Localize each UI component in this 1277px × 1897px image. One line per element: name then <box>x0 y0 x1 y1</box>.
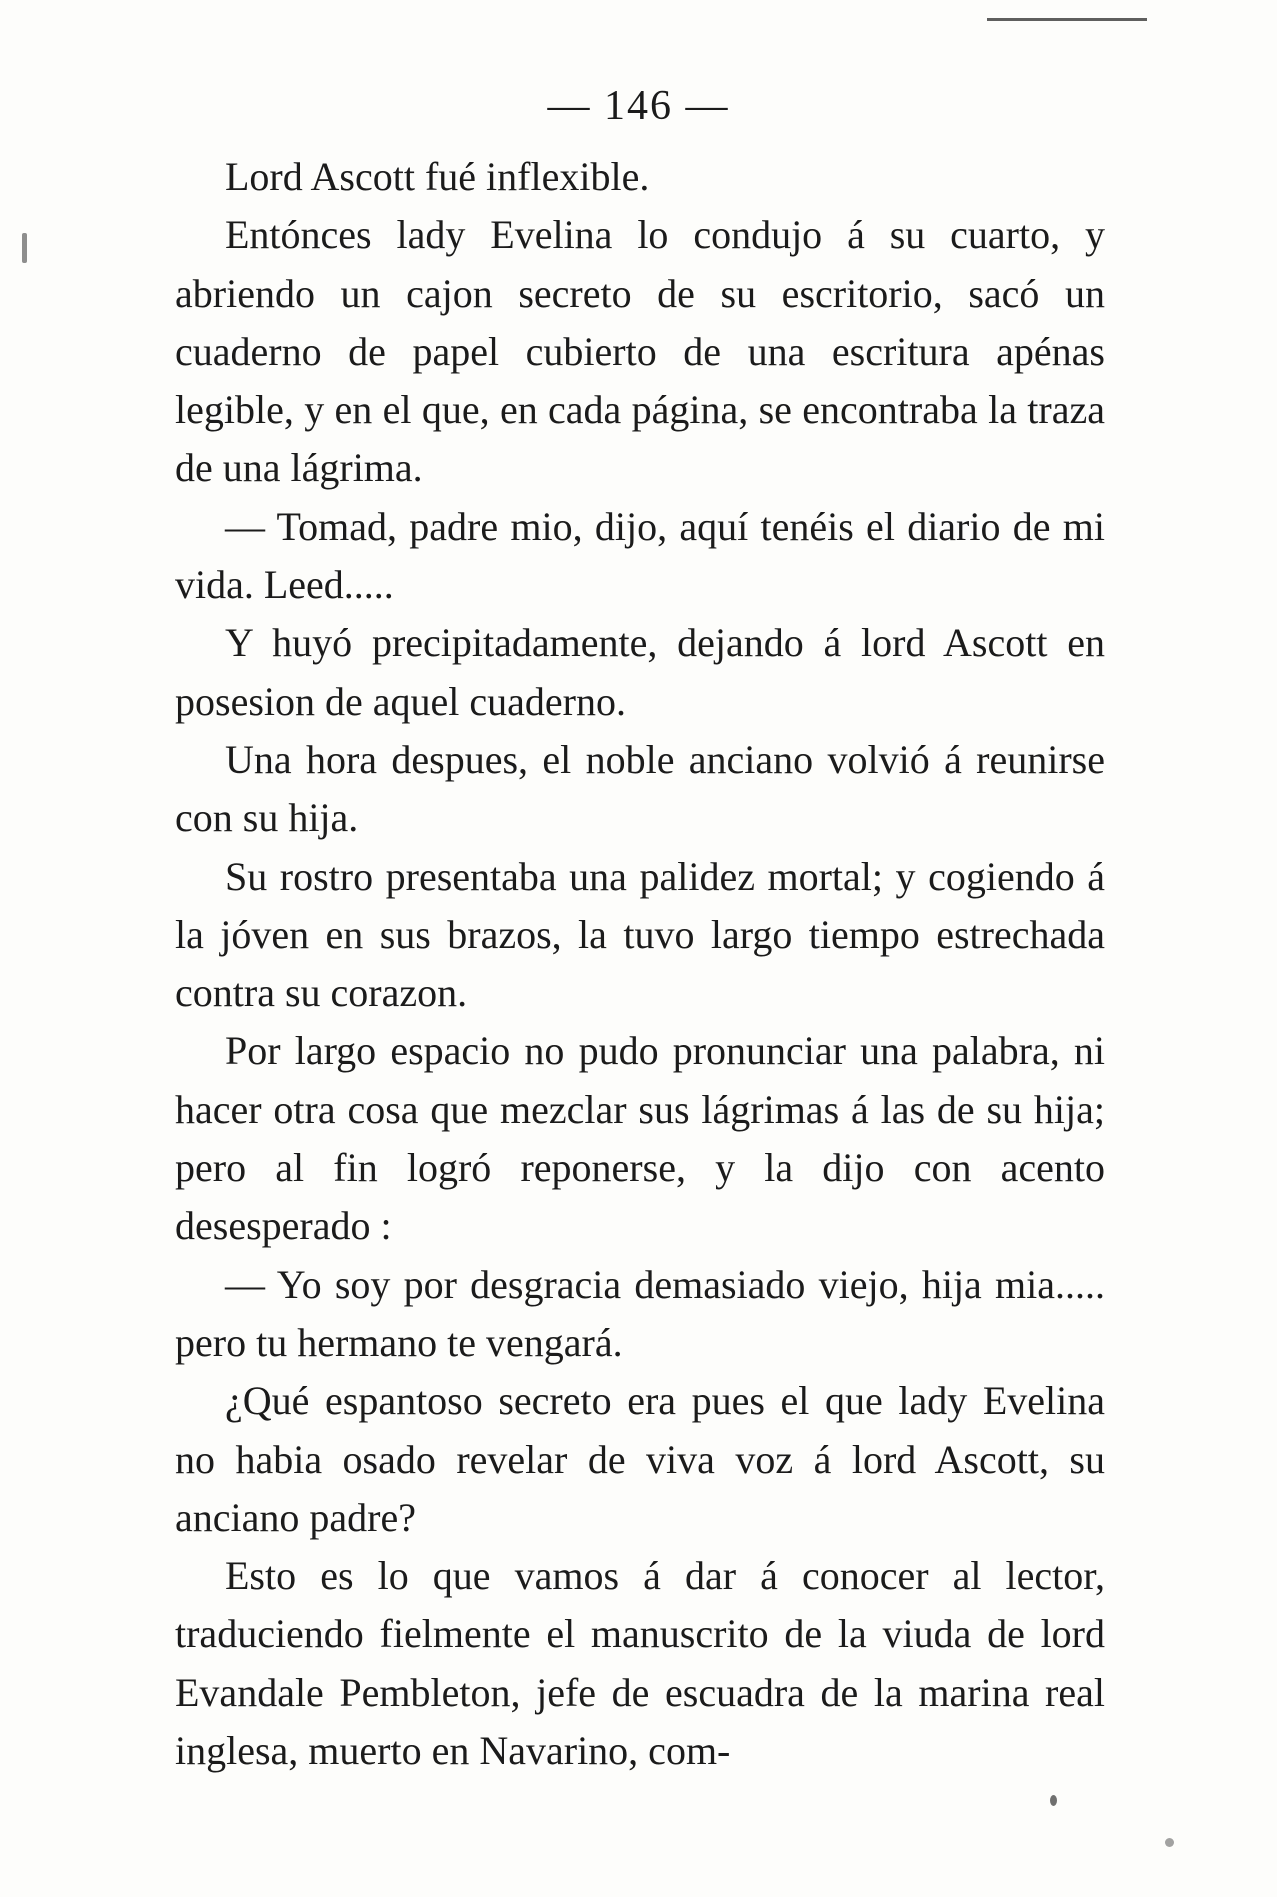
paragraph-3: — Tomad, padre mio, dijo, aquí tenéis el diario de mi vida. Leed..... <box>175 503 1105 608</box>
ink-speck <box>1050 1795 1057 1806</box>
ink-speck <box>22 233 27 263</box>
paragraph-4: Y huyó precipitadamente, dejando á lord Ascott en posesion de aquel cuaderno. <box>175 620 1105 724</box>
paragraph-10: Esto es lo que vamos á dar á conocer al lector, traduciendo fielmente el manuscrito de la viuda de lord Evandale Pembleton, jefe de escuadra de la marina real inglesa, muerto en Navarino, com- <box>175 1553 1105 1774</box>
page-number: — 146 — <box>547 83 730 129</box>
paragraph-6: Su rostro presentaba una palidez mortal; y cogiendo á la jóven en sus brazos, la tuvo largo tiempo estrechada contra su corazon. <box>175 853 1105 1016</box>
top-rule <box>987 18 1147 21</box>
paragraph-2: Entónces lady Evelina lo condujo á su cuarto, y abriendo un cajon secreto de su escritorio, sacó un cuaderno de papel cubierto de una escritura apénas legible, y en el que, en cada página, se encontraba la traza de una lágrima. <box>175 212 1105 491</box>
paragraph-9: ¿Qué espantoso secreto era pues el que lady Evelina no habia osado revelar de viva voz á lord Ascott, su anciano padre? <box>175 1378 1105 1540</box>
ink-speck <box>1165 1838 1174 1847</box>
paragraph-5: Una hora despues, el noble anciano volvió á reunirse con su hija. <box>175 736 1105 841</box>
paragraph-8: — Yo soy por desgracia demasiado viejo, hija mia..... pero tu hermano te vengará. <box>175 1261 1105 1365</box>
paragraph-7: Por largo espacio no pudo pronunciar una palabra, ni hacer otra cosa que mezclar sus lágrimas á las de su hija; pero al fin logró reponerse, y la dijo con acento desesperado : <box>175 1028 1105 1249</box>
paragraph-1: Lord Ascott fué inflexible. <box>225 154 650 199</box>
body-text <box>175 148 1105 1780</box>
